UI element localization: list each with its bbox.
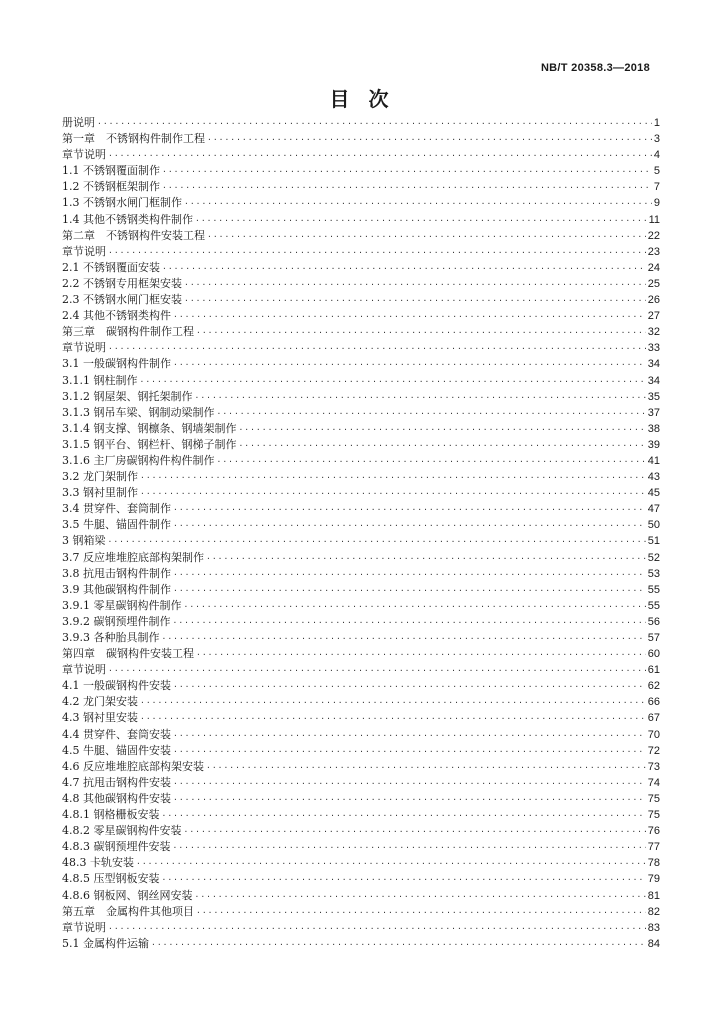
dot-leader	[108, 244, 646, 260]
dot-leader	[173, 501, 646, 517]
toc-entry-page: 7	[653, 181, 660, 194]
toc-entry-label: 2.2 不锈钢专用框架安装	[62, 276, 182, 290]
toc-entry-page: 51	[647, 535, 660, 548]
toc-entry-label: 2.1 不锈钢覆面安装	[62, 260, 160, 274]
toc-entry	[62, 212, 660, 228]
toc-entry-page: 35	[647, 390, 660, 403]
toc-entry-page: 5	[653, 165, 660, 178]
dot-leader	[173, 356, 646, 372]
toc-entry-label: 3.1 一般碳钢构件制作	[62, 357, 171, 371]
toc-entry-page: 55	[647, 583, 660, 596]
toc-entry	[62, 775, 660, 791]
toc-entry	[62, 533, 660, 549]
dot-leader	[108, 920, 646, 936]
toc-entry-label: 1.2 不锈钢框架制作	[62, 180, 160, 194]
toc-entry	[62, 453, 660, 469]
toc-entry-page: 11	[648, 213, 660, 226]
toc-entry	[62, 389, 660, 405]
toc-entry-label: 3.4 贯穿件、套筒制作	[62, 502, 171, 516]
toc-entry-label: 章节说明	[62, 920, 106, 934]
toc-entry-label: 1.4 其他不锈钢类构件制作	[62, 212, 193, 226]
toc-entry-label: 第三章 碳钢构件制作工程	[62, 325, 194, 339]
toc-entry-label: 3.9.1 零星碳钢构件制作	[62, 598, 182, 612]
toc-entry	[62, 195, 660, 211]
dot-leader	[162, 179, 652, 195]
toc-entry	[62, 228, 660, 244]
toc-entry-label: 3.1.2 钢屋架、钢托架制作	[62, 389, 193, 403]
toc-entry-page: 56	[647, 615, 660, 628]
toc-entry-page: 33	[647, 342, 660, 355]
toc-entry-page: 50	[647, 519, 660, 532]
toc-entry	[62, 324, 660, 340]
toc-entry-page: 70	[647, 728, 660, 741]
dot-leader	[162, 163, 652, 179]
toc-entry-label: 4.4 贯穿件、套筒安装	[62, 727, 171, 741]
toc-entry	[62, 823, 660, 839]
page-title: 目 次	[329, 87, 395, 111]
dot-leader	[140, 469, 646, 485]
toc-entry-label: 章节说明	[62, 244, 106, 258]
toc-entry-page: 55	[647, 599, 660, 612]
toc-entry-label: 48.3 卡轨安装	[62, 856, 134, 870]
toc-entry	[62, 517, 660, 533]
dot-leader	[184, 195, 652, 211]
dot-leader	[108, 533, 646, 549]
toc-entry-label: 4.5 牛腿、锚固件安装	[62, 743, 171, 757]
toc-entry-label: 4.7 抗甩击钢构件安装	[62, 775, 171, 789]
toc-entry	[62, 276, 660, 292]
toc-entry-label: 3.1.5 钢平台、钢栏杆、钢梯子制作	[62, 437, 237, 451]
toc-entry	[62, 743, 660, 759]
toc-entry-page: 81	[647, 889, 660, 902]
toc-entry	[62, 888, 660, 904]
toc-entry-label: 章节说明	[62, 663, 106, 677]
toc-entry	[62, 115, 660, 131]
toc-entry	[62, 292, 660, 308]
toc-entry-page: 25	[647, 277, 660, 290]
toc-entry	[62, 920, 660, 936]
toc-entry-page: 75	[647, 809, 660, 822]
dot-leader	[238, 421, 645, 437]
toc-entry	[62, 614, 660, 630]
dot-leader	[184, 823, 646, 839]
toc-entry-label: 3.7 反应堆堆腔底部构架制作	[62, 550, 204, 564]
dot-leader	[173, 517, 646, 533]
toc-entry	[62, 791, 660, 807]
toc-entry	[62, 469, 660, 485]
toc-entry-label: 4.3 钢衬里安装	[62, 711, 138, 725]
dot-leader	[151, 936, 646, 952]
toc-entry	[62, 550, 660, 566]
dot-leader	[195, 888, 646, 904]
toc-entry-page: 84	[647, 937, 660, 950]
dot-leader	[173, 791, 646, 807]
toc-entry	[62, 179, 660, 195]
toc-entry-page: 75	[647, 792, 660, 805]
toc-entry	[62, 421, 660, 437]
toc-entry-label: 2.3 不锈钢水闸门框安装	[62, 293, 182, 307]
toc-entry-label: 第四章 碳钢构件安装工程	[62, 647, 194, 661]
toc-entry-page: 67	[647, 712, 660, 725]
toc-entry	[62, 244, 660, 260]
toc-entry-label: 4.8.2 零星碳钢构件安装	[62, 824, 182, 838]
toc-entry	[62, 373, 660, 389]
toc-entry-page: 60	[647, 648, 660, 661]
dot-leader	[173, 743, 646, 759]
dot-leader	[195, 389, 646, 405]
toc-entry-label: 4.2 龙门架安装	[62, 695, 138, 709]
toc-entry	[62, 485, 660, 501]
toc-entry-label: 3.9.2 碳钢预埋件制作	[62, 614, 171, 628]
toc-entry-page: 3	[653, 133, 660, 146]
toc-entry-page: 23	[647, 245, 660, 258]
toc-entry-page: 76	[647, 825, 660, 838]
toc-entry-label: 3.2 龙门架制作	[62, 470, 138, 484]
toc-entry	[62, 405, 660, 421]
toc-entry-label: 3.1.6 主厂房碳钢构件构件制作	[62, 453, 215, 467]
dot-leader	[184, 598, 646, 614]
dot-leader	[140, 710, 646, 726]
table-of-contents	[62, 115, 660, 952]
toc-entry	[62, 662, 660, 678]
toc-entry-page: 47	[647, 503, 660, 516]
dot-leader	[140, 694, 646, 710]
toc-entry-label: 3.5 牛腿、锚固件制作	[62, 518, 171, 532]
dot-leader	[108, 147, 652, 163]
toc-entry-label: 章节说明	[62, 148, 106, 162]
toc-entry-page: 61	[647, 664, 660, 677]
toc-entry-page: 82	[647, 905, 660, 918]
toc-entry-page: 38	[647, 422, 660, 435]
toc-entry-page: 1	[653, 117, 660, 129]
toc-entry	[62, 131, 660, 147]
dot-leader	[173, 775, 646, 791]
dot-leader	[173, 727, 646, 743]
toc-entry-page: 41	[647, 454, 660, 467]
toc-entry-page: 22	[647, 229, 660, 242]
toc-entry-page: 39	[647, 438, 660, 451]
toc-entry-label: 3.1.4 钢支撑、钢檩条、钢墙架制作	[62, 421, 237, 435]
dot-leader	[195, 212, 647, 228]
dot-leader	[173, 566, 646, 582]
dot-leader	[108, 340, 646, 356]
toc-entry	[62, 646, 660, 662]
toc-entry	[62, 260, 660, 276]
toc-entry	[62, 871, 660, 887]
toc-entry-label: 章节说明	[62, 341, 106, 355]
dot-leader	[162, 871, 646, 887]
toc-entry-label: 第二章 不锈钢构件安装工程	[62, 228, 205, 242]
toc-entry-label: 3 钢箱梁	[62, 534, 106, 548]
toc-entry-page: 53	[647, 567, 660, 580]
toc-entry	[62, 356, 660, 372]
toc-entry-page: 26	[647, 294, 660, 307]
dot-leader	[173, 614, 646, 630]
toc-entry-page: 73	[647, 760, 660, 773]
dot-leader	[196, 324, 646, 340]
dot-leader	[173, 582, 646, 598]
standard-code: NB/T 20358.3—2018	[540, 62, 650, 74]
dot-leader	[108, 662, 646, 678]
toc-entry-page: 79	[647, 873, 660, 886]
toc-entry-label: 第五章 金属构件其他项目	[62, 904, 194, 918]
toc-entry-label: 4.1 一般碳钢构件安装	[62, 679, 171, 693]
dot-leader	[140, 485, 646, 501]
toc-entry-page: 37	[647, 406, 660, 419]
toc-entry	[62, 694, 660, 710]
toc-entry-label: 3.8 抗甩击钢构件制作	[62, 566, 171, 580]
toc-entry-label: 4.8.6 钢板网、钢丝网安装	[62, 888, 193, 902]
dot-leader	[184, 276, 646, 292]
toc-entry-label: 4.8.3 碳钢预埋件安装	[62, 840, 171, 854]
toc-entry-label: 3.1.1 钢柱制作	[62, 373, 138, 387]
toc-entry-label: 4.8.5 压型钢板安装	[62, 872, 160, 886]
dot-leader	[206, 759, 646, 775]
toc-entry-label: 3.1.3 钢吊车梁、钢制动梁制作	[62, 405, 215, 419]
dot-leader	[162, 807, 646, 823]
toc-entry-label: 3.3 钢衬里制作	[62, 486, 138, 500]
toc-entry	[62, 501, 660, 517]
dot-leader	[196, 904, 646, 920]
toc-entry	[62, 759, 660, 775]
toc-entry	[62, 727, 660, 743]
toc-entry	[62, 340, 660, 356]
toc-entry-label: 1.1 不锈钢覆面制作	[62, 164, 160, 178]
toc-entry-page: 24	[647, 261, 660, 274]
toc-entry-page: 32	[647, 326, 660, 339]
toc-entry	[62, 678, 660, 694]
dot-leader	[173, 839, 646, 855]
toc-entry-page: 52	[647, 551, 660, 564]
dot-leader	[238, 437, 645, 453]
dot-leader	[217, 453, 646, 469]
toc-entry-page: 74	[647, 776, 660, 789]
dot-leader	[196, 646, 646, 662]
toc-entry-page: 45	[647, 487, 660, 500]
toc-entry	[62, 598, 660, 614]
toc-entry	[62, 630, 660, 646]
toc-entry-page: 34	[647, 358, 660, 371]
dot-leader	[136, 855, 646, 871]
dot-leader	[184, 292, 646, 308]
toc-entry-label: 3.9 其他碳钢构件制作	[62, 582, 171, 596]
toc-entry	[62, 904, 660, 920]
toc-entry-label: 5.1 金属构件运输	[62, 936, 149, 950]
toc-entry	[62, 566, 660, 582]
toc-entry	[62, 163, 660, 179]
toc-entry-page: 62	[647, 680, 660, 693]
toc-entry-label: 册说明	[62, 116, 95, 129]
toc-entry-label: 1.3 不锈钢水闸门框制作	[62, 196, 182, 210]
toc-entry-page: 66	[647, 696, 660, 709]
toc-entry-page: 43	[647, 471, 660, 484]
dot-leader	[162, 260, 646, 276]
dot-leader	[173, 308, 646, 324]
toc-entry-page: 72	[647, 744, 660, 757]
toc-entry	[62, 147, 660, 163]
toc-entry-label: 4.6 反应堆堆腔底部构架安装	[62, 759, 204, 773]
dot-leader	[162, 630, 646, 646]
toc-entry-page: 78	[647, 857, 660, 870]
dot-leader	[97, 115, 652, 131]
toc-entry	[62, 855, 660, 871]
toc-entry-label: 2.4 其他不锈钢类构件	[62, 309, 171, 323]
toc-entry-page: 27	[647, 310, 660, 323]
dot-leader	[207, 228, 646, 244]
toc-entry-page: 4	[653, 149, 660, 162]
toc-entry-label: 3.9.3 各种胎具制作	[62, 631, 160, 644]
dot-leader	[140, 373, 646, 389]
dot-leader	[217, 405, 646, 421]
dot-leader	[206, 550, 646, 566]
toc-entry-label: 4.8.1 钢格栅板安装	[62, 808, 160, 822]
toc-entry	[62, 710, 660, 726]
toc-entry-page: 34	[647, 374, 660, 387]
toc-entry-page: 77	[647, 841, 660, 854]
toc-entry	[62, 437, 660, 453]
toc-entry	[62, 308, 660, 324]
toc-entry-page: 9	[653, 197, 660, 210]
toc-entry	[62, 936, 660, 952]
dot-leader	[207, 131, 652, 147]
toc-entry-label: 4.8 其他碳钢构件安装	[62, 791, 171, 805]
toc-entry-label: 第一章 不锈钢构件制作工程	[62, 132, 205, 146]
toc-entry	[62, 807, 660, 823]
toc-entry-page: 83	[647, 921, 660, 934]
toc-entry	[62, 839, 660, 855]
toc-entry	[62, 582, 660, 598]
toc-entry-page: 57	[647, 632, 660, 644]
dot-leader	[173, 678, 646, 694]
